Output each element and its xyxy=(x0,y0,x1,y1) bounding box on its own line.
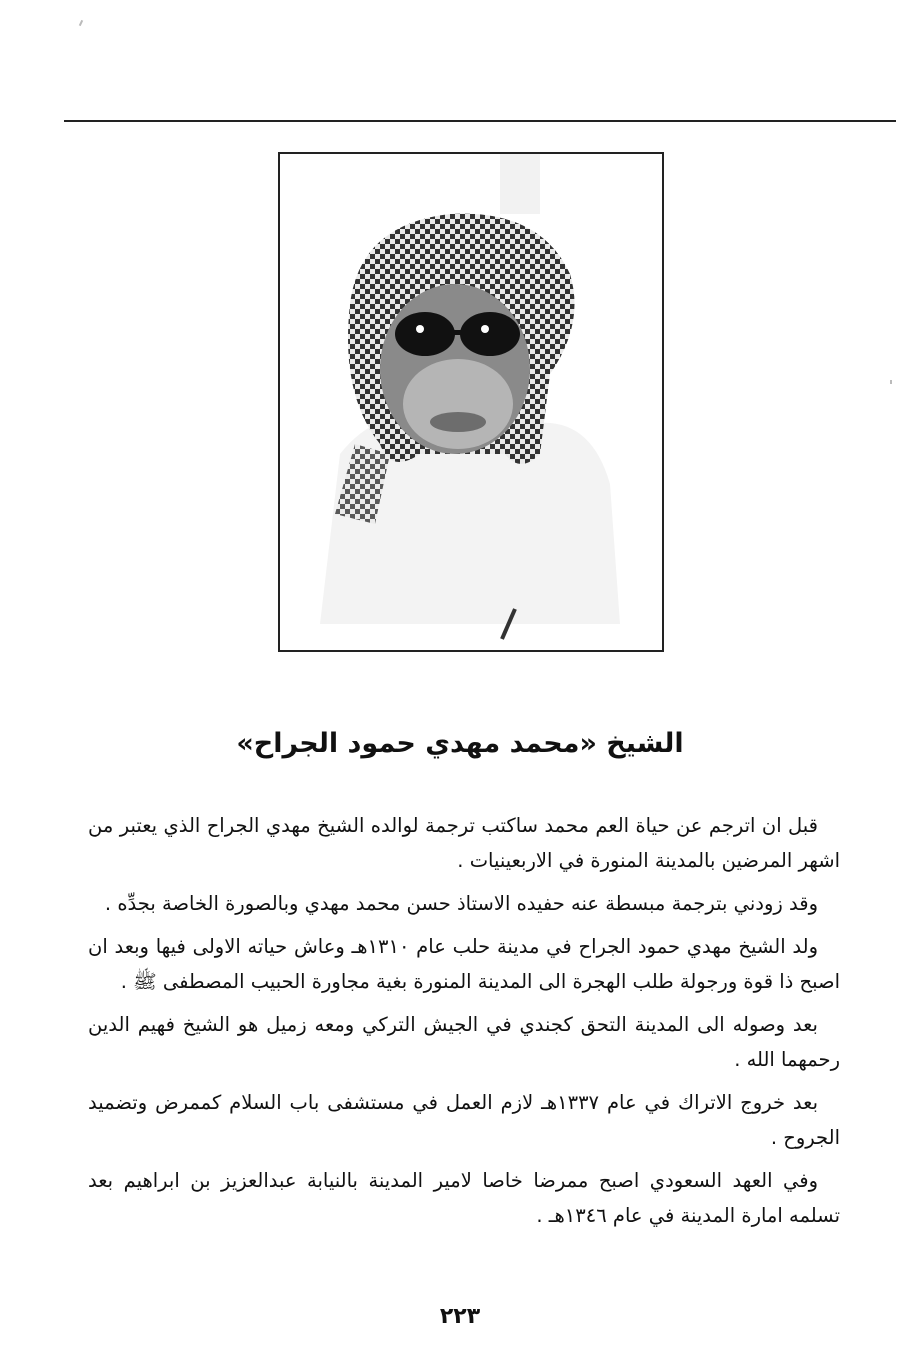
paragraph: قبل ان اترجم عن حياة العم محمد ساكتب ترجمة لوالده الشيخ مهدي الجراح الذي يعتبر من اشهر المرضين بالمدينة المنورة في الاربعينيات . xyxy=(88,814,840,872)
paragraph: بعد خروج الاتراك في عام ١٣٣٧هـ لازم العمل في مستشفى باب السلام كممرض وتضميد الجروح . xyxy=(88,1091,840,1149)
page-number: ٢٢٣ xyxy=(439,1304,481,1329)
paragraph: ولد الشيخ مهدي حمود الجراح في مدينة حلب عام ١٣١٠هـ وعاش حياته الاولى فيها وبعد ان اصبح ذا قوة ورجولة طلب الهجرة الى المدينة المنورة بغية مجاورة الحبيب المصطفى ﷺ . xyxy=(88,935,840,993)
scan-speck xyxy=(79,20,83,26)
paragraph: بعد وصوله الى المدينة التحق كجندي في الجيش التركي ومعه زميل هو الشيخ فهيم الدين رحمهما الله . xyxy=(88,1013,840,1071)
biography-text xyxy=(88,808,840,1241)
photo-caption: الشيخ «محمد مهدي حمود الجراح» xyxy=(236,728,684,759)
scan-speck xyxy=(890,380,892,384)
portrait-photo xyxy=(278,152,664,652)
header-rule xyxy=(64,120,896,122)
portrait-image xyxy=(280,154,662,650)
paragraph: وفي العهد السعودي اصبح ممرضا خاصا لامير المدينة بالنيابة عبدالعزيز بن ابراهيم بعد تسلمه امارة المدينة في عام ١٣٤٦هـ . xyxy=(88,1169,840,1227)
paragraph: وقد زودني بترجمة مبسطة عنه حفيده الاستاذ حسن محمد مهدي وبالصورة الخاصة بجدِّه . xyxy=(104,892,818,915)
